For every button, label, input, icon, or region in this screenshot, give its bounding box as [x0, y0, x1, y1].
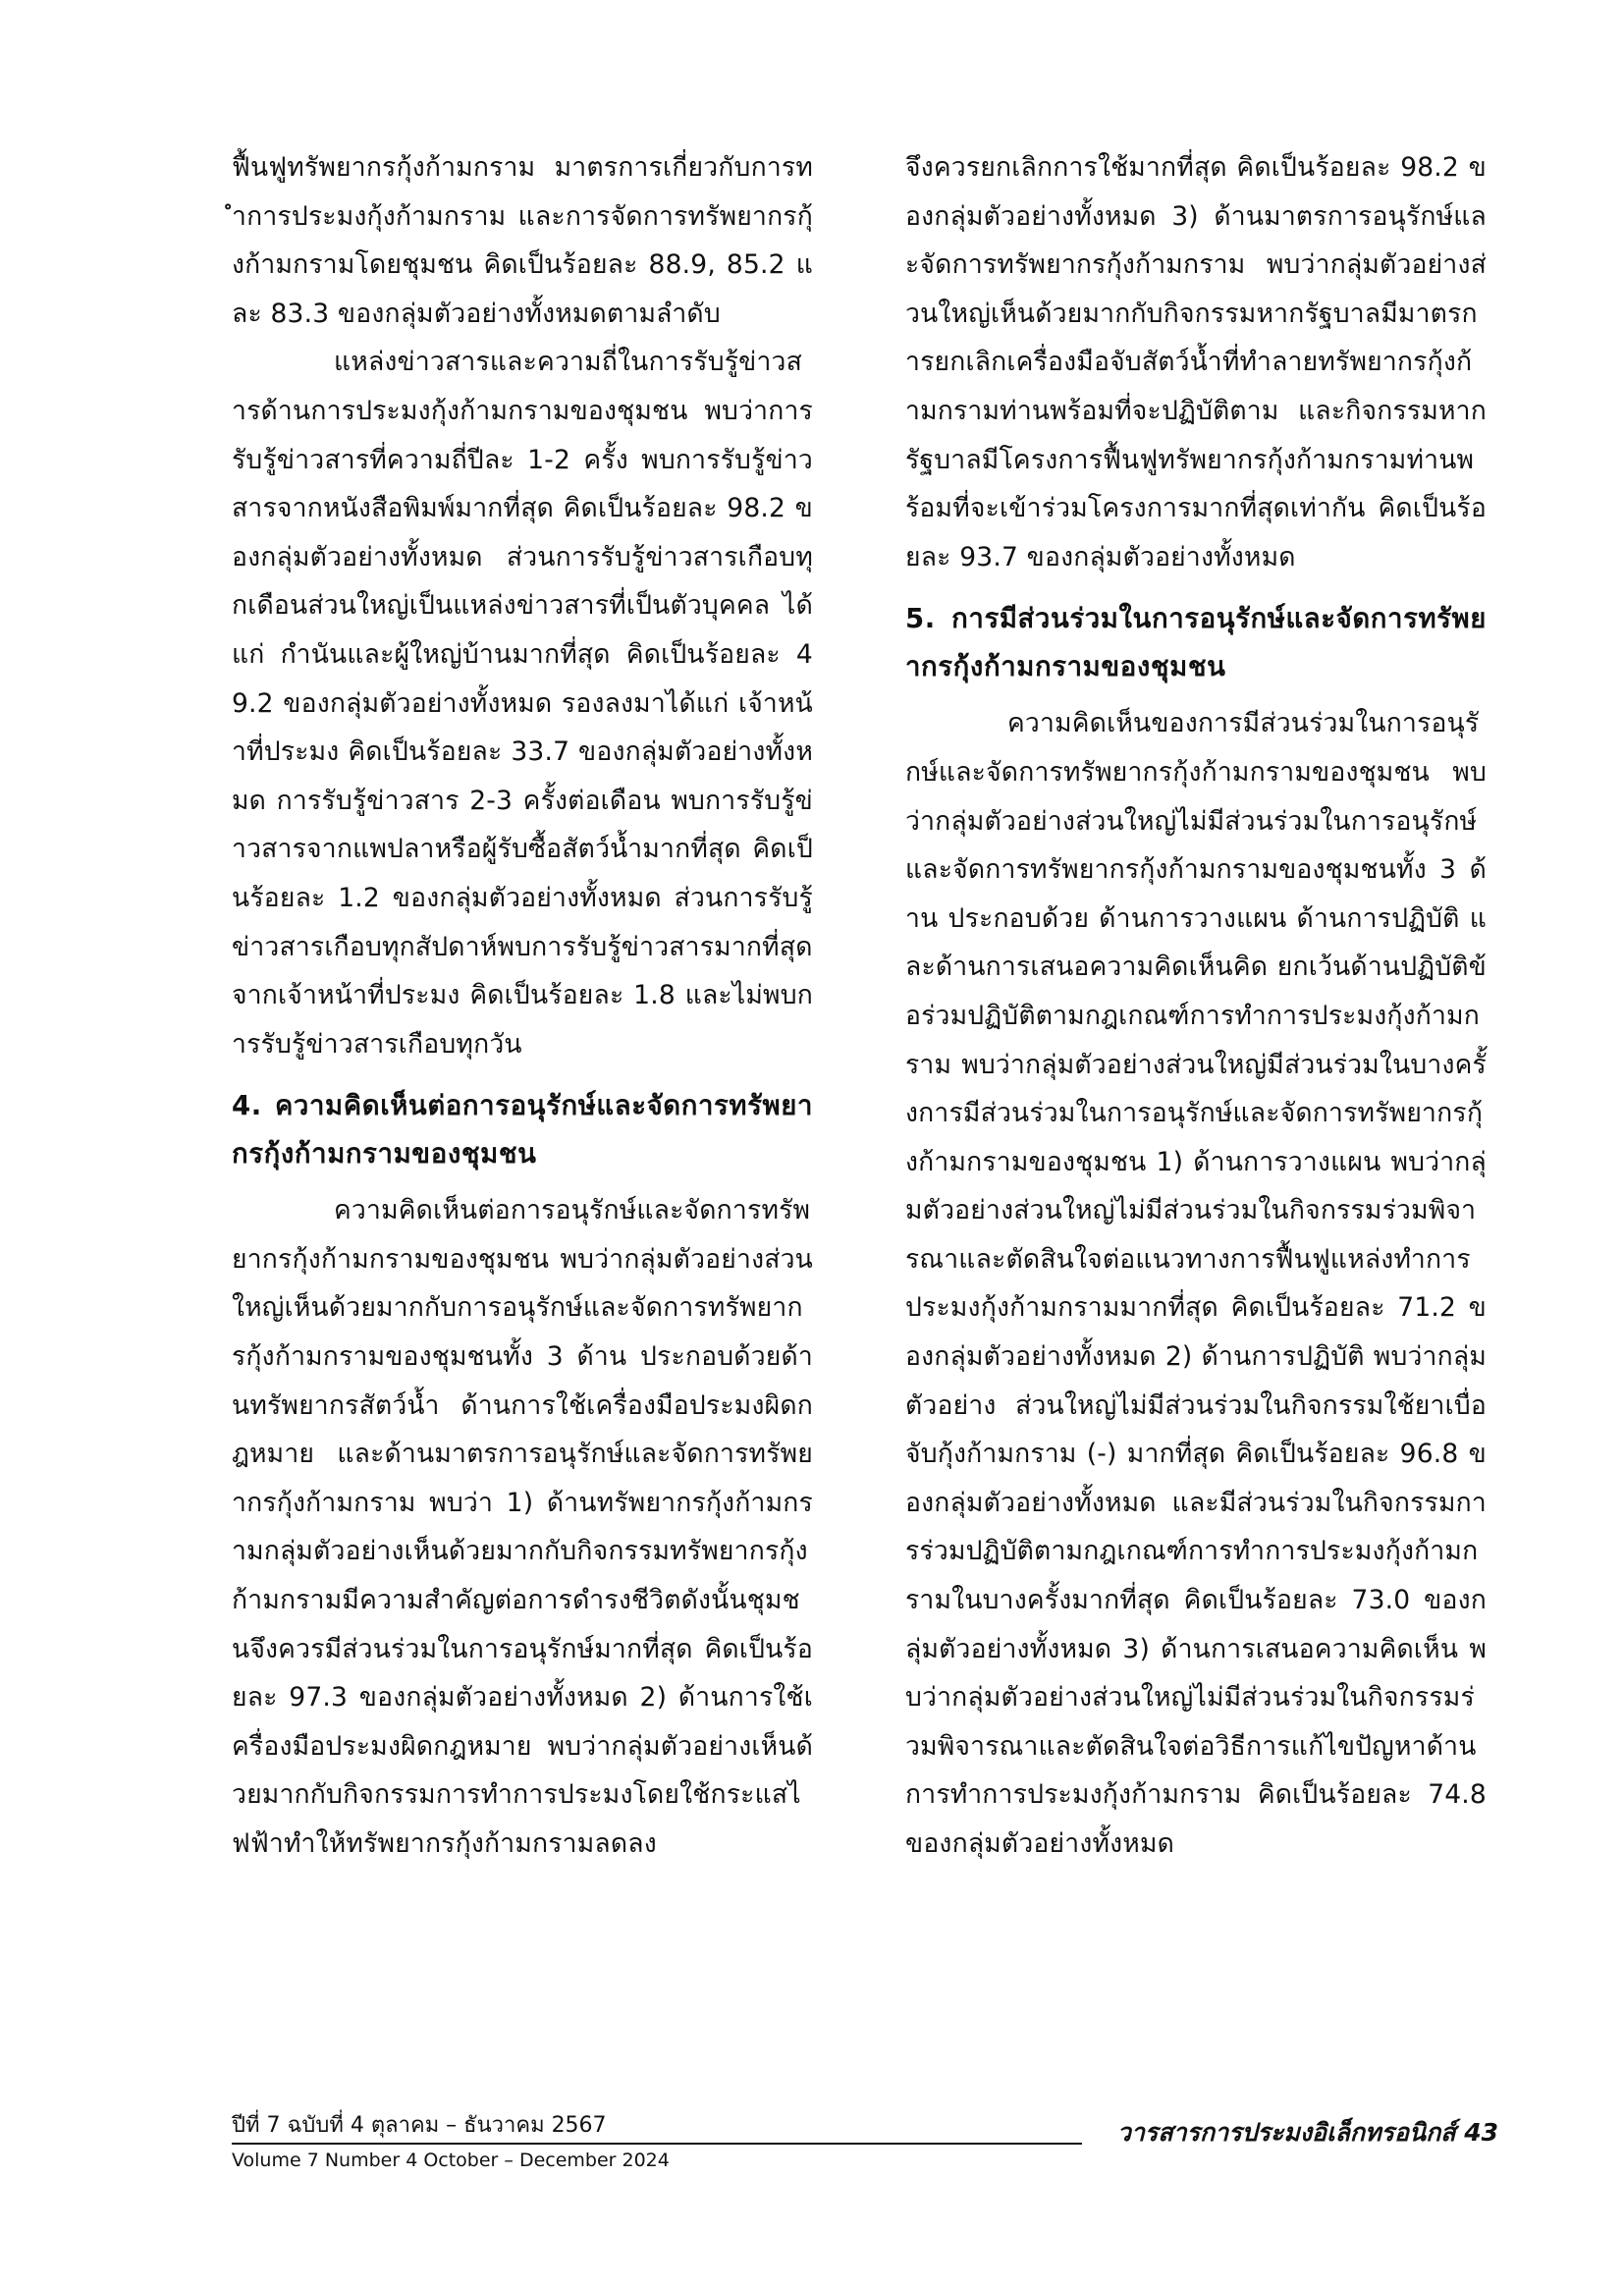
right-column: [905, 143, 1487, 1869]
footer-issue-thai: ปีที่ 7 ฉบับที่ 4 ตุลาคม – ธันวาคม 2567: [232, 2113, 607, 2138]
left-paragraph-3: ความคิดเห็นต่อการอนุรักษ์และจัดการทรัพยากรกุ้งก้ามกรามของชุมชน พบว่ากลุ่มตัวอย่างส่วนใหญ่เห็นด้วยมากกับการอนุรักษ์และจัดการทรัพยากรกุ้งก้ามกรามของชุมชนทั้ง 3 ด้าน ประกอบด้วยด้านทรัพยากรสัตว์น้ำ ด้านการใช้เครื่องมือประมงผิดกฎหมาย และด้านมาตรการอนุรักษ์และจัดการทรัพยากรกุ้งก้ามกราม พบว่า 1) ด้านทรัพยากรกุ้งก้ามกรามกลุ่มตัวอย่างเห็นด้วยมากกับกิจกรรมทรัพยากรกุ้งก้ามกรามมีความสำคัญต่อการดำรงชีวิตดังนั้นชุมชนจึงควรมีส่วนร่วมในการอนุรักษ์มากที่สุด คิดเป็นร้อยละ 97.3 ของกลุ่มตัวอย่างทั้งหมด 2) ด้านการใช้เครื่องมือประมงผิดกฎหมาย พบว่ากลุ่มตัวอย่างเห็นด้วยมากกับกิจกรรมการทำการประมงโดยใช้กระแสไฟฟ้าทำให้ทรัพยากรกุ้งก้ามกรามลดลง: [232, 1195, 813, 1859]
left-paragraph-1: ฟื้นฟูทรัพยากรกุ้งก้ามกราม มาตรการเกี่ยวกับการทำการประมงกุ้งก้ามกราม และการจัดการทรัพยากรกุ้งก้ามกรามโดยชุมชน คิดเป็นร้อยละ 88.9, 85.2 และ 83.3 ของกลุ่มตัวอย่างทั้งหมดตามลำดับ: [232, 152, 813, 329]
journal-name: วารสารการประมงอิเล็กทรอนิกส์: [1116, 2118, 1456, 2147]
section-4-heading: 4. ความคิดเห็นต่อการอนุรักษ์และจัดการทรัพยากรกุ้งก้ามกรามของชุมชน: [232, 1090, 813, 1170]
page-number: 43: [1464, 2118, 1498, 2147]
right-paragraph-1: จึงควรยกเลิกการใช้มากที่สุด คิดเป็นร้อยละ 98.2 ของกลุ่มตัวอย่างทั้งหมด 3) ด้านมาตรการอนุรักษ์และจัดการทรัพยากรกุ้งก้ามกราม พบว่ากลุ่มตัวอย่างส่วนใหญ่เห็นด้วยมากกับกิจกรรมหากรัฐบาลมีมาตรการยกเลิกเครื่องมือจับสัตว์น้ำที่ทำลายทรัพยากรกุ้งก้ามกรามท่านพร้อมที่จะปฏิบัติตาม และกิจกรรมหากรัฐบาลมีโครงการฟื้นฟูทรัพยากรกุ้งก้ามกรามท่านพร้อมที่จะเข้าร่วมโครงการมากที่สุดเท่ากัน คิดเป็นร้อยละ 93.7 ของกลุ่มตัวอย่างทั้งหมด: [905, 152, 1487, 572]
right-paragraph-2: ความคิดเห็นของการมีส่วนร่วมในการอนุรักษ์และจัดการทรัพยากรกุ้งก้ามกรามของชุมชน พบว่ากลุ่มตัวอย่างส่วนใหญ่ไม่มีส่วนร่วมในการอนุรักษ์และจัดการทรัพยากรกุ้งก้ามกรามของชุมชนทั้ง 3 ด้าน ประกอบด้วย ด้านการวางแผน ด้านการปฏิบัติ และด้านการเสนอความคิดเห็นคิด ยกเว้นด้านปฏิบัติข้อร่วมปฏิบัติตามกฎเกณฑ์การทำการประมงกุ้งก้ามกราม พบว่ากลุ่มตัวอย่างส่วนใหญ่มีส่วนร่วมในบางครั้งการมีส่วนร่วมในการอนุรักษ์และจัดการทรัพยากรกุ้งก้ามกรามของชุมชน 1) ด้านการวางแผน พบว่ากลุ่มตัวอย่างส่วนใหญ่ไม่มีส่วนร่วมในกิจกรรมร่วมพิจารณาและตัดสินใจต่อแนวทางการฟื้นฟูแหล่งทำการประมงกุ้งก้ามกรามมากที่สุด คิดเป็นร้อยละ 71.2 ของกลุ่มตัวอย่างทั้งหมด 2) ด้านการปฏิบัติ พบว่ากลุ่มตัวอย่าง ส่วนใหญ่ไม่มีส่วนร่วมในกิจกรรมใช้ยาเบื่อจับกุ้งก้ามกราม (-) มากที่สุด คิดเป็นร้อยละ 96.8 ของกลุ่มตัวอย่างทั้งหมด และมีส่วนร่วมในกิจกรรมการร่วมปฏิบัติตามกฎเกณฑ์การทำการประมงกุ้งก้ามกรามในบางครั้งมากที่สุด คิดเป็นร้อยละ 73.0 ของกลุ่มตัวอย่างทั้งหมด 3) ด้านการเสนอความคิดเห็น พบว่ากลุ่มตัวอย่างส่วนใหญ่ไม่มีส่วนร่วมในกิจกรรมร่วมพิจารณาและตัดสินใจต่อวิธีการแก้ไขปัญหาด้านการทำการประมงกุ้งก้ามกราม คิดเป็นร้อยละ 74.8 ของกลุ่มตัวอย่างทั้งหมด: [905, 708, 1487, 1859]
footer-rule: [232, 2143, 1082, 2145]
footer-journal-title: [1117, 2115, 1498, 2150]
left-paragraph-2: แหล่งข่าวสารและความถี่ในการรับรู้ข่าวสารด้านการประมงกุ้งก้ามกรามของชุมชน พบว่าการรับรู้ข่าวสารที่ความถี่ปีละ 1-2 ครั้ง พบการรับรู้ข่าวสารจากหนังสือพิมพ์มากที่สุด คิดเป็นร้อยละ 98.2 ของกลุ่มตัวอย่างทั้งหมด ส่วนการรับรู้ข่าวสารเกือบทุกเดือนส่วนใหญ่เป็นแหล่งข่าวสารที่เป็นตัวบุคคล ได้แก่ กำนันและผู้ใหญ่บ้านมากที่สุด คิดเป็นร้อยละ 49.2 ของกลุ่มตัวอย่างทั้งหมด รองลงมาได้แก่ เจ้าหน้าที่ประมง คิดเป็นร้อยละ 33.7 ของกลุ่มตัวอย่างทั้งหมด การรับรู้ข่าวสาร 2-3 ครั้งต่อเดือน พบการรับรู้ข่าวสารจากแพปลาหรือผู้รับซื้อสัตว์น้ำมากที่สุด คิดเป็นร้อยละ 1.2 ของกลุ่มตัวอย่างทั้งหมด ส่วนการรับรู้ข่าวสารเกือบทุกสัปดาห์พบการรับรู้ข่าวสารมากที่สุดจากเจ้าหน้าที่ประมง คิดเป็นร้อยละ 1.8 และไม่พบการรับรู้ข่าวสารเกือบทุกวัน: [232, 347, 813, 1060]
page-footer: [232, 2111, 1498, 2200]
section-5-heading: 5. การมีส่วนร่วมในการอนุรักษ์และจัดการทรัพยากรกุ้งก้ามกรามของชุมชน: [905, 603, 1487, 683]
footer-issue-english: Volume 7 Number 4 October – December 2024: [232, 2150, 670, 2171]
left-column: [232, 143, 813, 1869]
